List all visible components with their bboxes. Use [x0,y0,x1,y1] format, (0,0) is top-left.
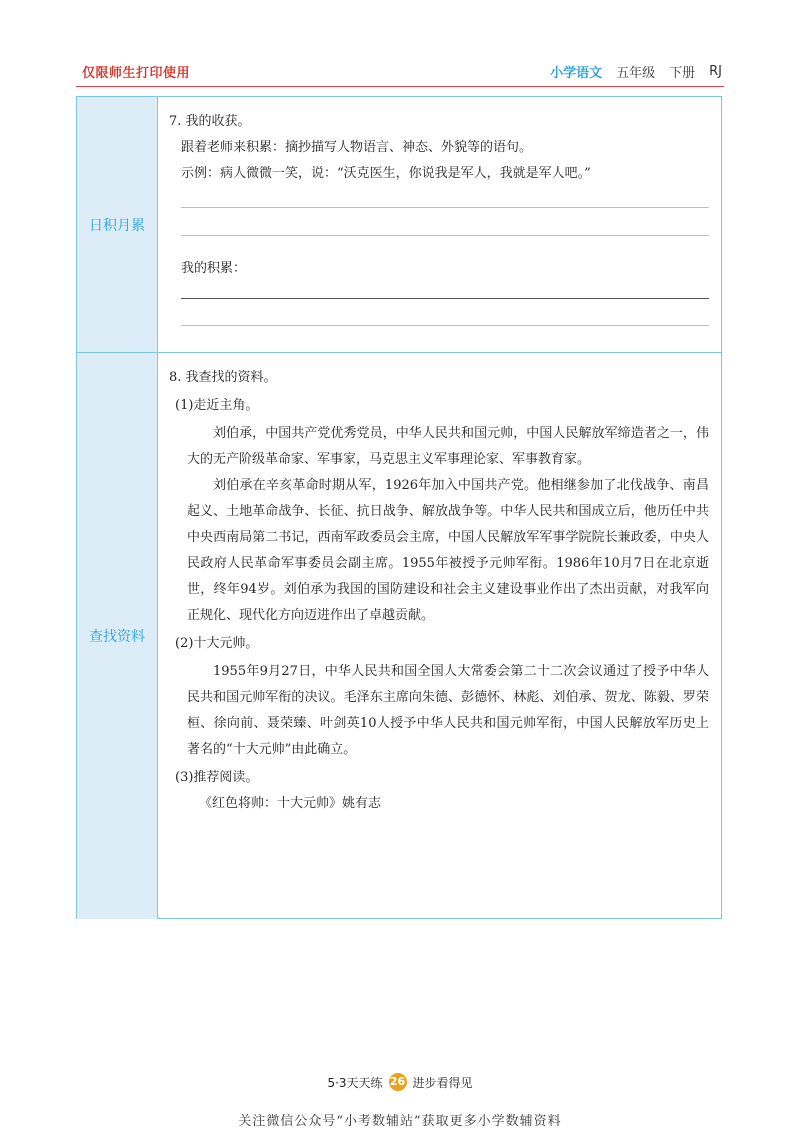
section-label-research: 查找资料 [77,353,158,919]
sub3-title: (3)推荐阅读。 [175,770,259,785]
sub1-title: (1)走近主角。 [175,398,259,413]
section-accumulation-content [169,109,709,326]
watermark-text: 关注微信公众号“小考数辅站”获取更多小学数辅资料 [238,1114,562,1129]
worksheet-table [76,96,722,919]
question-7-instruction: 跟着老师来积累：摘抄描写人物语言、神态、外貌等的语句。 [181,140,533,155]
header-grade: 五年级 [616,66,656,81]
row-divider [77,352,721,353]
sub1-paragraph-2: 刘伯承在辛亥革命时期从军，1926年加入中国共产党。他相继参加了北伐战争、南昌起义、土地革命战争、长征、抗日战争、解放战争等。中华人民共和国成立后，他历任中共中央西南局第二书记，西南军政委员会主席，中国人民解放军军事学院院长兼政委，中央人民政府人民革命军事委员会副主席。1955年被授予元帅军衔。1986年10月7日在北京逝世，终年94岁。刘伯承为我国的国防建设和社会主义建设事业作出了杰出贡献，对我军向正规化、现代化方向迈进作出了卓越贡献。 [187,478,709,623]
footer-slogan: 进步看得见 [412,1075,473,1090]
question-7-title: 7. 我的收获。 [169,114,251,129]
sub1-paragraph-1: 刘伯承，中国共产党优秀党员，中华人民共和国元帅，中国人民解放军缔造者之一，伟大的无产阶级革命家、军事家，马克思主义军事理论家、军事教育家。 [187,426,709,467]
footer-brand: 5·3天天练 [327,1075,383,1090]
sub2-paragraph-1: 1955年9月27日，中华人民共和国全国人大常委会第二十二次会议通过了授予中华人民共和国元帅军衔的决议。毛泽东主席向朱德、彭德怀、林彪、刘伯承、贺龙、陈毅、罗荣桓、徐向前、聂荣臻、叶剑英10人授予中华人民共和国元帅军衔，中国人民解放军历史上著名的“十大元帅”由此确立。 [187,664,709,757]
page-footer [0,1073,800,1091]
header-subject: 小学语文 [550,66,603,81]
my-accumulation-label: 我的积累： [181,261,247,276]
question-8-title: 8. 我查找的资料。 [169,370,277,385]
section-label-accumulation: 日积月累 [77,97,158,352]
header-edition: RJ [709,64,722,79]
header-divider [76,86,724,87]
header-volume: 下册 [669,66,696,81]
header-usage-note: 仅限师生打印使用 [82,66,191,81]
recommended-book: 《红色将帅：十大元帅》姚有志 [199,796,382,811]
writing-line[interactable] [181,325,709,326]
header-book-info [550,62,722,81]
sub2-title: (2)十大元帅。 [175,636,259,651]
page-number-badge: 26 [389,1073,407,1091]
section-research-content [169,365,709,815]
question-7-example: 示例：病人微微一笑，说：“沃克医生，你说我是军人，我就是军人吧。” [181,166,591,181]
